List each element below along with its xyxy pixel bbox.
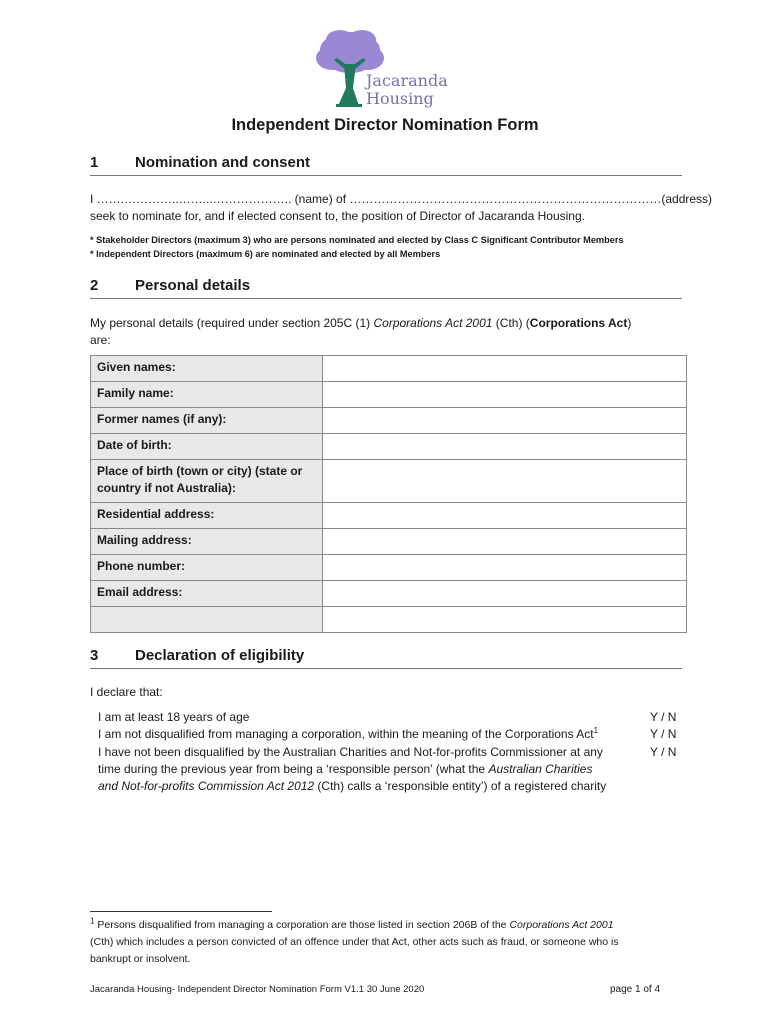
table-row: [91, 434, 687, 460]
phone-number-label: Phone number:: [91, 555, 323, 581]
intro-text: (Cth) (: [492, 316, 530, 330]
blank-field[interactable]: [323, 607, 687, 633]
declaration-text: time during the previous year from being a ‘responsible person’ (what the: [98, 762, 489, 776]
declaration-text: (Cth) calls a ‘responsible entity’) of a registered charity: [314, 779, 607, 793]
personal-details-intro: [90, 315, 680, 349]
phone-number-field[interactable]: [323, 555, 687, 581]
yn-choice-acnc[interactable]: Y / N: [650, 745, 677, 759]
independent-directors-note: * Independent Directors (maximum 6) are nominated and elected by all Members: [90, 249, 441, 259]
declaration-not-disqualified: [98, 726, 638, 743]
personal-details-table: [90, 355, 687, 633]
footnote-text: bankrupt or insolvent.: [90, 953, 191, 965]
act-name: Corporations Act 2001: [373, 316, 493, 330]
residential-address-field[interactable]: [323, 503, 687, 529]
email-address-label: Email address:: [91, 581, 323, 607]
table-row: [91, 460, 687, 503]
section-2-heading: [90, 277, 682, 299]
table-row: [91, 382, 687, 408]
footnote-text: (Cth) which includes a person convicted of an offence under that Act, other acts such as fraud, or someone who is: [90, 936, 619, 948]
table-row: [91, 555, 687, 581]
yn-choice-age[interactable]: Y / N: [650, 710, 677, 724]
family-name-field[interactable]: [323, 382, 687, 408]
email-address-field[interactable]: [323, 581, 687, 607]
residential-address-label: Residential address:: [91, 503, 323, 529]
section-title: Nomination and consent: [135, 154, 311, 171]
intro-text: are:: [90, 333, 111, 347]
logo-text-line2: Housing: [366, 89, 434, 108]
table-row: [91, 607, 687, 633]
jacaranda-logo: [310, 28, 470, 110]
date-of-birth-label: Date of birth:: [91, 434, 323, 460]
footer-document-info: Jacaranda Housing- Independent Director Nomination Form V1.1 30 June 2020: [90, 984, 425, 995]
declaration-intro: I declare that:: [90, 685, 163, 699]
former-names-label: Former names (if any):: [91, 408, 323, 434]
given-names-label: Given names:: [91, 356, 323, 382]
date-of-birth-field[interactable]: [323, 434, 687, 460]
act-name: Corporations Act 2001: [509, 919, 614, 931]
table-row: [91, 581, 687, 607]
blank-label: [91, 607, 323, 633]
table-row: [91, 408, 687, 434]
given-names-field[interactable]: [323, 356, 687, 382]
nomination-line: I …….…………..……...……………….. (name) of ……………………………………………………………………(address): [90, 192, 713, 206]
form-title: Independent Director Nomination Form: [231, 116, 539, 134]
consent-line: seek to nominate for, and if elected consent to, the position of Director of Jacaranda Housing.: [90, 209, 585, 223]
place-of-birth-field[interactable]: [323, 460, 687, 503]
logo-text-line1: Jacaranda: [366, 71, 448, 90]
declaration-acnc: [98, 744, 638, 795]
act-name: and Not-for-profits Commission Act 2012: [98, 779, 315, 793]
section-number: 2: [90, 277, 99, 294]
intro-text: My personal details (required under section 205C (1): [90, 316, 374, 330]
mailing-address-label: Mailing address:: [91, 529, 323, 555]
former-names-field[interactable]: [323, 408, 687, 434]
table-row: [91, 529, 687, 555]
footnote-number: 1: [90, 916, 95, 926]
section-number: 1: [90, 154, 99, 171]
act-short-name: Corporations Act: [529, 316, 628, 330]
place-of-birth-label: Place of birth (town or city) (state or country if not Australia):: [91, 460, 323, 503]
declaration-age: I am at least 18 years of age: [98, 710, 250, 724]
footnote: [90, 917, 680, 968]
intro-text: ): [627, 316, 632, 330]
table-row: [91, 356, 687, 382]
mailing-address-field[interactable]: [323, 529, 687, 555]
section-number: 3: [90, 647, 99, 664]
act-name: Australian Charities: [488, 762, 593, 776]
family-name-label: Family name:: [91, 382, 323, 408]
section-1-heading: [90, 154, 682, 176]
section-3-heading: [90, 647, 682, 669]
declaration-text: I am not disqualified from managing a corporation, within the meaning of the Corporations Act: [98, 727, 594, 741]
footnote-divider: [90, 911, 272, 912]
section-title: Personal details: [135, 277, 251, 294]
section-title: Declaration of eligibility: [135, 647, 305, 664]
declaration-text: I have not been disqualified by the Australian Charities and Not-for-profits Commissioner at any: [98, 745, 603, 759]
yn-choice-not-disqualified[interactable]: Y / N: [650, 727, 677, 741]
footnote-ref: 1: [593, 726, 599, 735]
footer-page-number: page 1 of 4: [610, 984, 661, 995]
stakeholder-directors-note: * Stakeholder Directors (maximum 3) who are persons nominated and elected by Class C Significant Contributor Members: [90, 235, 624, 245]
footnote-text: Persons disqualified from managing a corporation are those listed in section 206B of the: [94, 919, 510, 931]
table-row: [91, 503, 687, 529]
